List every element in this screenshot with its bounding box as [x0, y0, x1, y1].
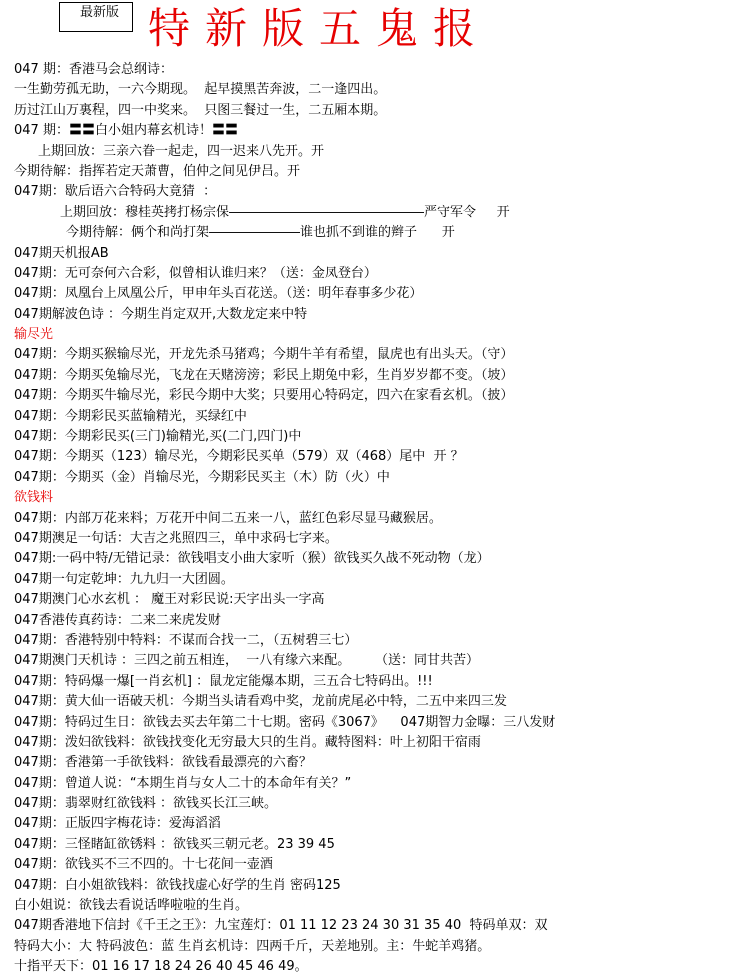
text-line: 047期：今期买牛输尽光，彩民今期中大奖；只要用心特码定，四六在家看玄机。（披） — [14, 388, 514, 404]
text-line: 047期：特码过生日：欲钱去买去年第二十七期。密码《3067》 047期智力金曝：三八发财 — [14, 714, 556, 730]
text-line: 047期：今期买猴输尽光，开龙先杀马猪鸡；今期牛羊有希望，鼠虎也有出头天。（守） — [14, 347, 514, 363]
text-line: 047期：黄大仙一语破天机：今期当头请看鸡中奖，龙前虎尾必中特，二五中来四三发 — [14, 694, 507, 710]
text-line: 047 期：〓〓白小姐内幕玄机诗！〓〓 — [14, 123, 238, 139]
text-line: 047期：今期彩民买蓝输精光，买绿红中 — [14, 408, 247, 424]
text-line: 047期：香港第一手欲钱料：欲钱看最漂亮的六畜？ — [14, 755, 312, 771]
text-line: 历过江山万裏程，四一中奖来。 只图三餐过一生，二五厢本期。 — [14, 102, 387, 118]
text-line: 上期回放：穆桂英拷打杨宗保―――――――――――――――严守军令 开 — [60, 204, 510, 220]
text-line: 047期澳门心水玄机 ： 魔王对彩民说:天字出头一字高 — [14, 592, 325, 608]
text-line: 上期回放：三亲六眷一起走，四一迟来八先开。开 — [38, 143, 325, 159]
section-heading: 输尽光 — [14, 327, 54, 343]
text-line: 047期：凤凰台上凤凰公斤，甲申年头百花送。（送：明年春事多少花） — [14, 286, 423, 302]
document-body — [14, 60, 730, 978]
text-line: 047期解波色诗 ：今期生肖定双开,大数龙定来中特 — [14, 306, 308, 322]
text-line: 047期一句定乾坤：九九归一大团圆。 — [14, 571, 234, 587]
text-line: 047期：特码爆一爆[一肖玄机] ：鼠龙定能爆本期，三五合七特码出。!!! — [14, 673, 433, 689]
text-line: 047期澳门天机诗 ：三四之前五相连， 一八有缘六来配。 （送：同甘共苦） — [14, 653, 480, 669]
text-line: 047期：三怪睹缸欲锈料 ：欲钱买三朝元老。23 39 45 — [14, 836, 335, 852]
text-line: 047期：歇后语六合特码大竟猜 ： — [14, 184, 217, 200]
text-line: 047期：内部万花来料；万花开中间二五来一八，蓝红色彩尽显马藏猴居。 — [14, 510, 442, 526]
text-line: 047香港传真药诗：二来二来虎发财 — [14, 612, 221, 628]
text-line: 047 期：香港马会总纲诗： — [14, 62, 173, 77]
text-line: 047期澳足一句话：大吉之兆照四三，单中求码七字来。 — [14, 530, 338, 546]
text-line: 047期：白小姐欲钱料：欲钱找虚心好学的生肖 密码125 — [14, 877, 341, 893]
text-line: 今期待解：俩个和尚打架―――――――谁也抓不到谁的辫子 开 — [66, 225, 455, 241]
text-line: 047期：今期买（金）肖输尽光，今期彩民买主（木）防（火）中 — [14, 469, 390, 485]
text-line: 047期：曾道人说：“本期生肖与女人二十的本命年有关？” — [14, 775, 352, 791]
text-line: 特码大小：大 特码波色：蓝 生肖玄机诗：四两千斤，天差地别。主：牛蛇羊鸡猪。 — [14, 938, 491, 954]
text-line: 047期：今期彩民买(三门)输精光,买(二门,四门)中 — [14, 429, 302, 445]
text-line: 047期：无可奈何六合彩，似曾相认谁归来？（送：金凤登台） — [14, 265, 377, 281]
text-line: 047期：欲钱买不三不四的。十七花间一壶酒 — [14, 857, 273, 873]
text-line: 白小姐说：欲钱去看说话哗啦啦的生肖。 — [14, 898, 249, 914]
text-line: 十指平天下：01 16 17 18 24 26 40 45 46 49。 — [14, 959, 308, 975]
section-heading: 欲钱料 — [14, 490, 54, 506]
text-line: 047期天机报AB — [14, 245, 109, 261]
text-line: 一生勤劳孤无助，一六今期现。 起早摸黑苦奔波，二一逢四出。 — [14, 82, 387, 98]
text-line: 047期：香港特别中特料：不谋而合找一二，（五树碧三七） — [14, 632, 358, 648]
text-line: 047期：泼妇欲钱料：欲钱找变化无穷最大只的生肖。藏特图料：叶上初阳干宿雨 — [14, 734, 481, 750]
text-line: 047期香港地下信封《千王之王》：九宝莲灯：01 11 12 23 24 30 31 35 40 特码单双：双 — [14, 918, 548, 934]
text-line: 047期：今期买兔输尽光，飞龙在天赌滂滂；彩民上期兔中彩，生肖岁岁都不变。（坡） — [14, 367, 514, 383]
text-line: 今期待解：指挥若定天萧曹，伯仲之间见伊吕。开 — [14, 163, 301, 179]
page-title: 特新版五鬼报 — [148, 4, 491, 53]
text-line: 047期：正版四字梅花诗：爱海滔滔 — [14, 816, 221, 832]
text-line: 047期：翡翠财红欲钱料 ：欲钱买长江三峡。 — [14, 796, 277, 812]
text-line: 047期：今期买（123）输尽光，今期彩民买单（579）双（468）尾中 开 ？ — [14, 449, 464, 465]
text-line: 047期:一码中特/无错记录：欲钱唱支小曲大家听（猴）欲钱买久战不死动物（龙） — [14, 551, 490, 567]
version-badge: 最新版 — [59, 2, 133, 32]
